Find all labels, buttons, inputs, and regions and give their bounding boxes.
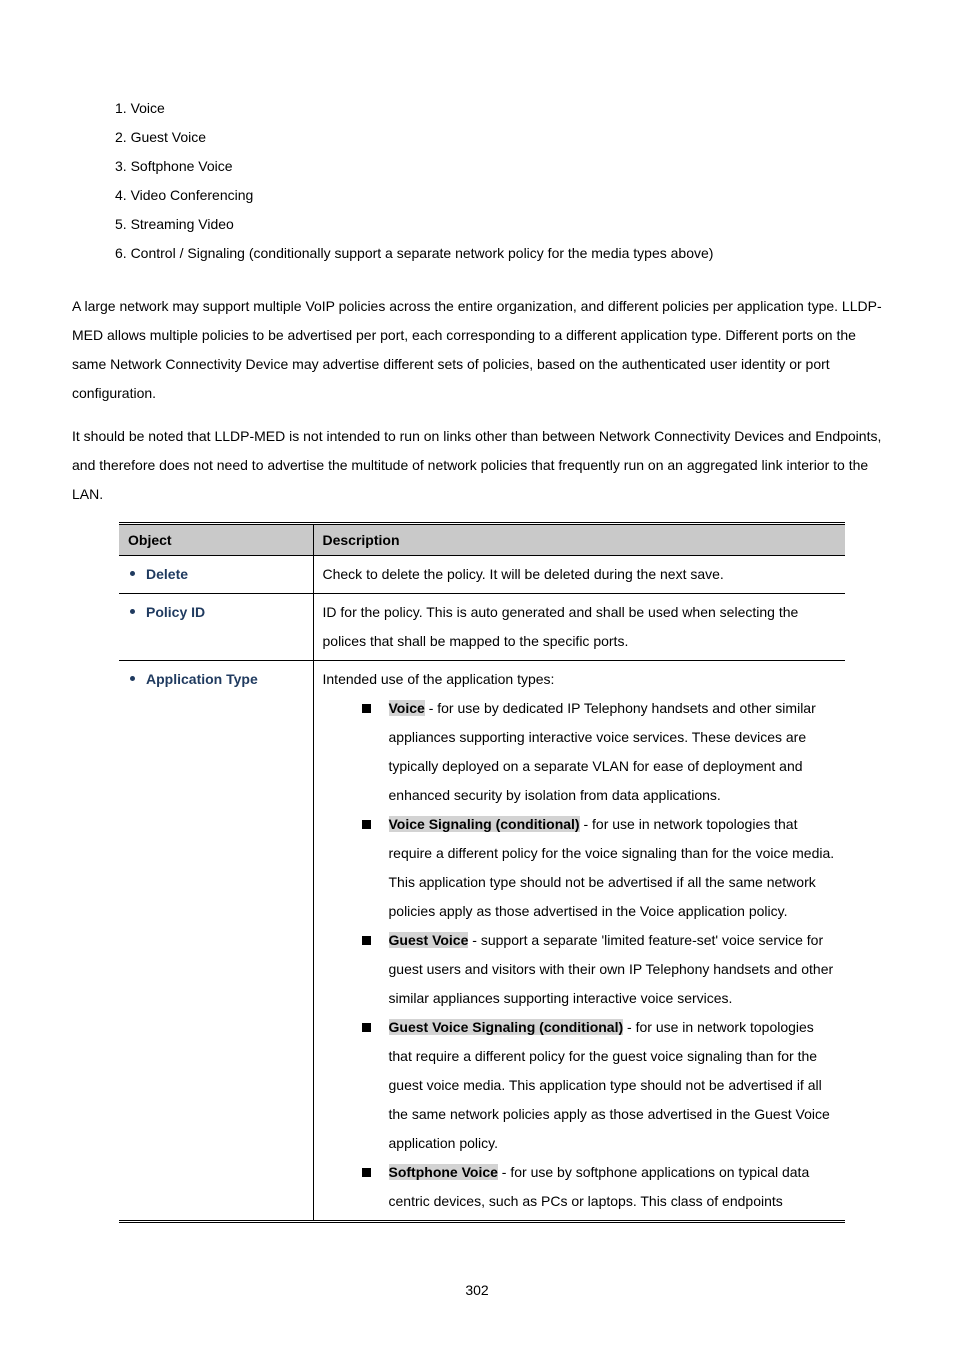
object-name: Application Type <box>130 671 258 687</box>
description-intro: Intended use of the application types: <box>322 671 555 687</box>
list-item <box>389 694 837 810</box>
list-item: 4. Video Conferencing <box>115 187 254 203</box>
object-cell <box>119 556 313 594</box>
type-text: - for use in network topologies that require a different policy for the guest voice signaling than for the guest voice media. This application type should not be advertised if all the same network policies apply as those advertised in the Guest Voice application policy. <box>388 1019 830 1151</box>
description-cell <box>313 661 845 1222</box>
list-item: 6. Control / Signaling (conditionally support a separate network policy for the media types above) <box>115 245 714 261</box>
square-bullet-icon <box>362 936 371 945</box>
type-text: - for use by softphone applications on typical data centric devices, such as PCs or laptops. This class of endpoints <box>388 1164 810 1209</box>
list-item: 5. Streaming Video <box>115 216 234 232</box>
square-bullet-icon <box>362 1168 371 1177</box>
object-cell <box>119 594 313 661</box>
list-item <box>389 1158 837 1216</box>
application-type-list <box>323 694 837 1216</box>
list-item: 2. Guest Voice <box>115 129 207 145</box>
object-name: Delete <box>130 566 188 582</box>
list-item <box>389 1013 837 1158</box>
type-term: Guest Voice <box>388 932 469 948</box>
description-cell: ID for the policy. This is auto generated and shall be used when selecting the polices that shall be mapped to the specific ports. <box>313 594 845 661</box>
list-item: 3. Softphone Voice <box>115 158 233 174</box>
table-row <box>119 594 845 661</box>
header-description: Description <box>313 524 845 556</box>
type-text: - support a separate 'limited feature-set' voice service for guest users and visitors with their own IP Telephony handsets and other similar appliances supporting interactive voice services. <box>388 932 834 1006</box>
list-item <box>389 810 837 926</box>
type-term: Voice Signaling (conditional) <box>388 816 580 832</box>
list-item <box>389 926 837 1013</box>
table-row <box>119 661 845 1222</box>
type-text: - for use by dedicated IP Telephony handsets and other similar appliances supporting interactive voice services. These devices are typically deployed on a separate VLAN for ease of deployment and enhanced security by isolation from data applications. <box>388 700 816 803</box>
bullet-icon <box>130 676 135 681</box>
table-row <box>119 556 845 594</box>
object-cell <box>119 661 313 1222</box>
page-number: 302 <box>465 1282 489 1298</box>
header-object: Object <box>119 524 313 556</box>
type-term: Guest Voice Signaling (conditional) <box>388 1019 624 1035</box>
object-name: Policy ID <box>130 604 205 620</box>
bullet-icon <box>130 609 135 614</box>
type-text: - for use in network topologies that require a different policy for the voice signaling than for the voice media. This application type should not be advertised if all the same network policies apply as those advertised in the Voice application policy. <box>388 816 835 919</box>
object-description-table <box>119 522 845 1223</box>
type-term: Voice <box>388 700 425 716</box>
media-type-list <box>115 94 713 268</box>
type-term: Softphone Voice <box>388 1164 498 1180</box>
square-bullet-icon <box>362 820 371 829</box>
table-header-row <box>119 524 845 556</box>
square-bullet-icon <box>362 704 371 713</box>
description-cell: Check to delete the policy. It will be deleted during the next save. <box>313 556 845 594</box>
list-item: 1. Voice <box>115 100 165 116</box>
square-bullet-icon <box>362 1023 371 1032</box>
bullet-icon <box>130 571 135 576</box>
paragraph-lldp-med-note: It should be noted that LLDP-MED is not intended to run on links other than between Network Connectivity Devices and Endpoints, and therefore does not need to advertise the multitude of network policies that frequently run on an aggregated link interior to the LAN. <box>72 428 882 502</box>
paragraph-voip-policies: A large network may support multiple VoIP policies across the entire organization, and different policies per application type. LLDP-MED allows multiple policies to be advertised per port, each corresponding to a different application type. Different ports on the same Network Connectivity Device may advertise different sets of policies, based on the authenticated user identity or port configuration. <box>72 298 882 401</box>
